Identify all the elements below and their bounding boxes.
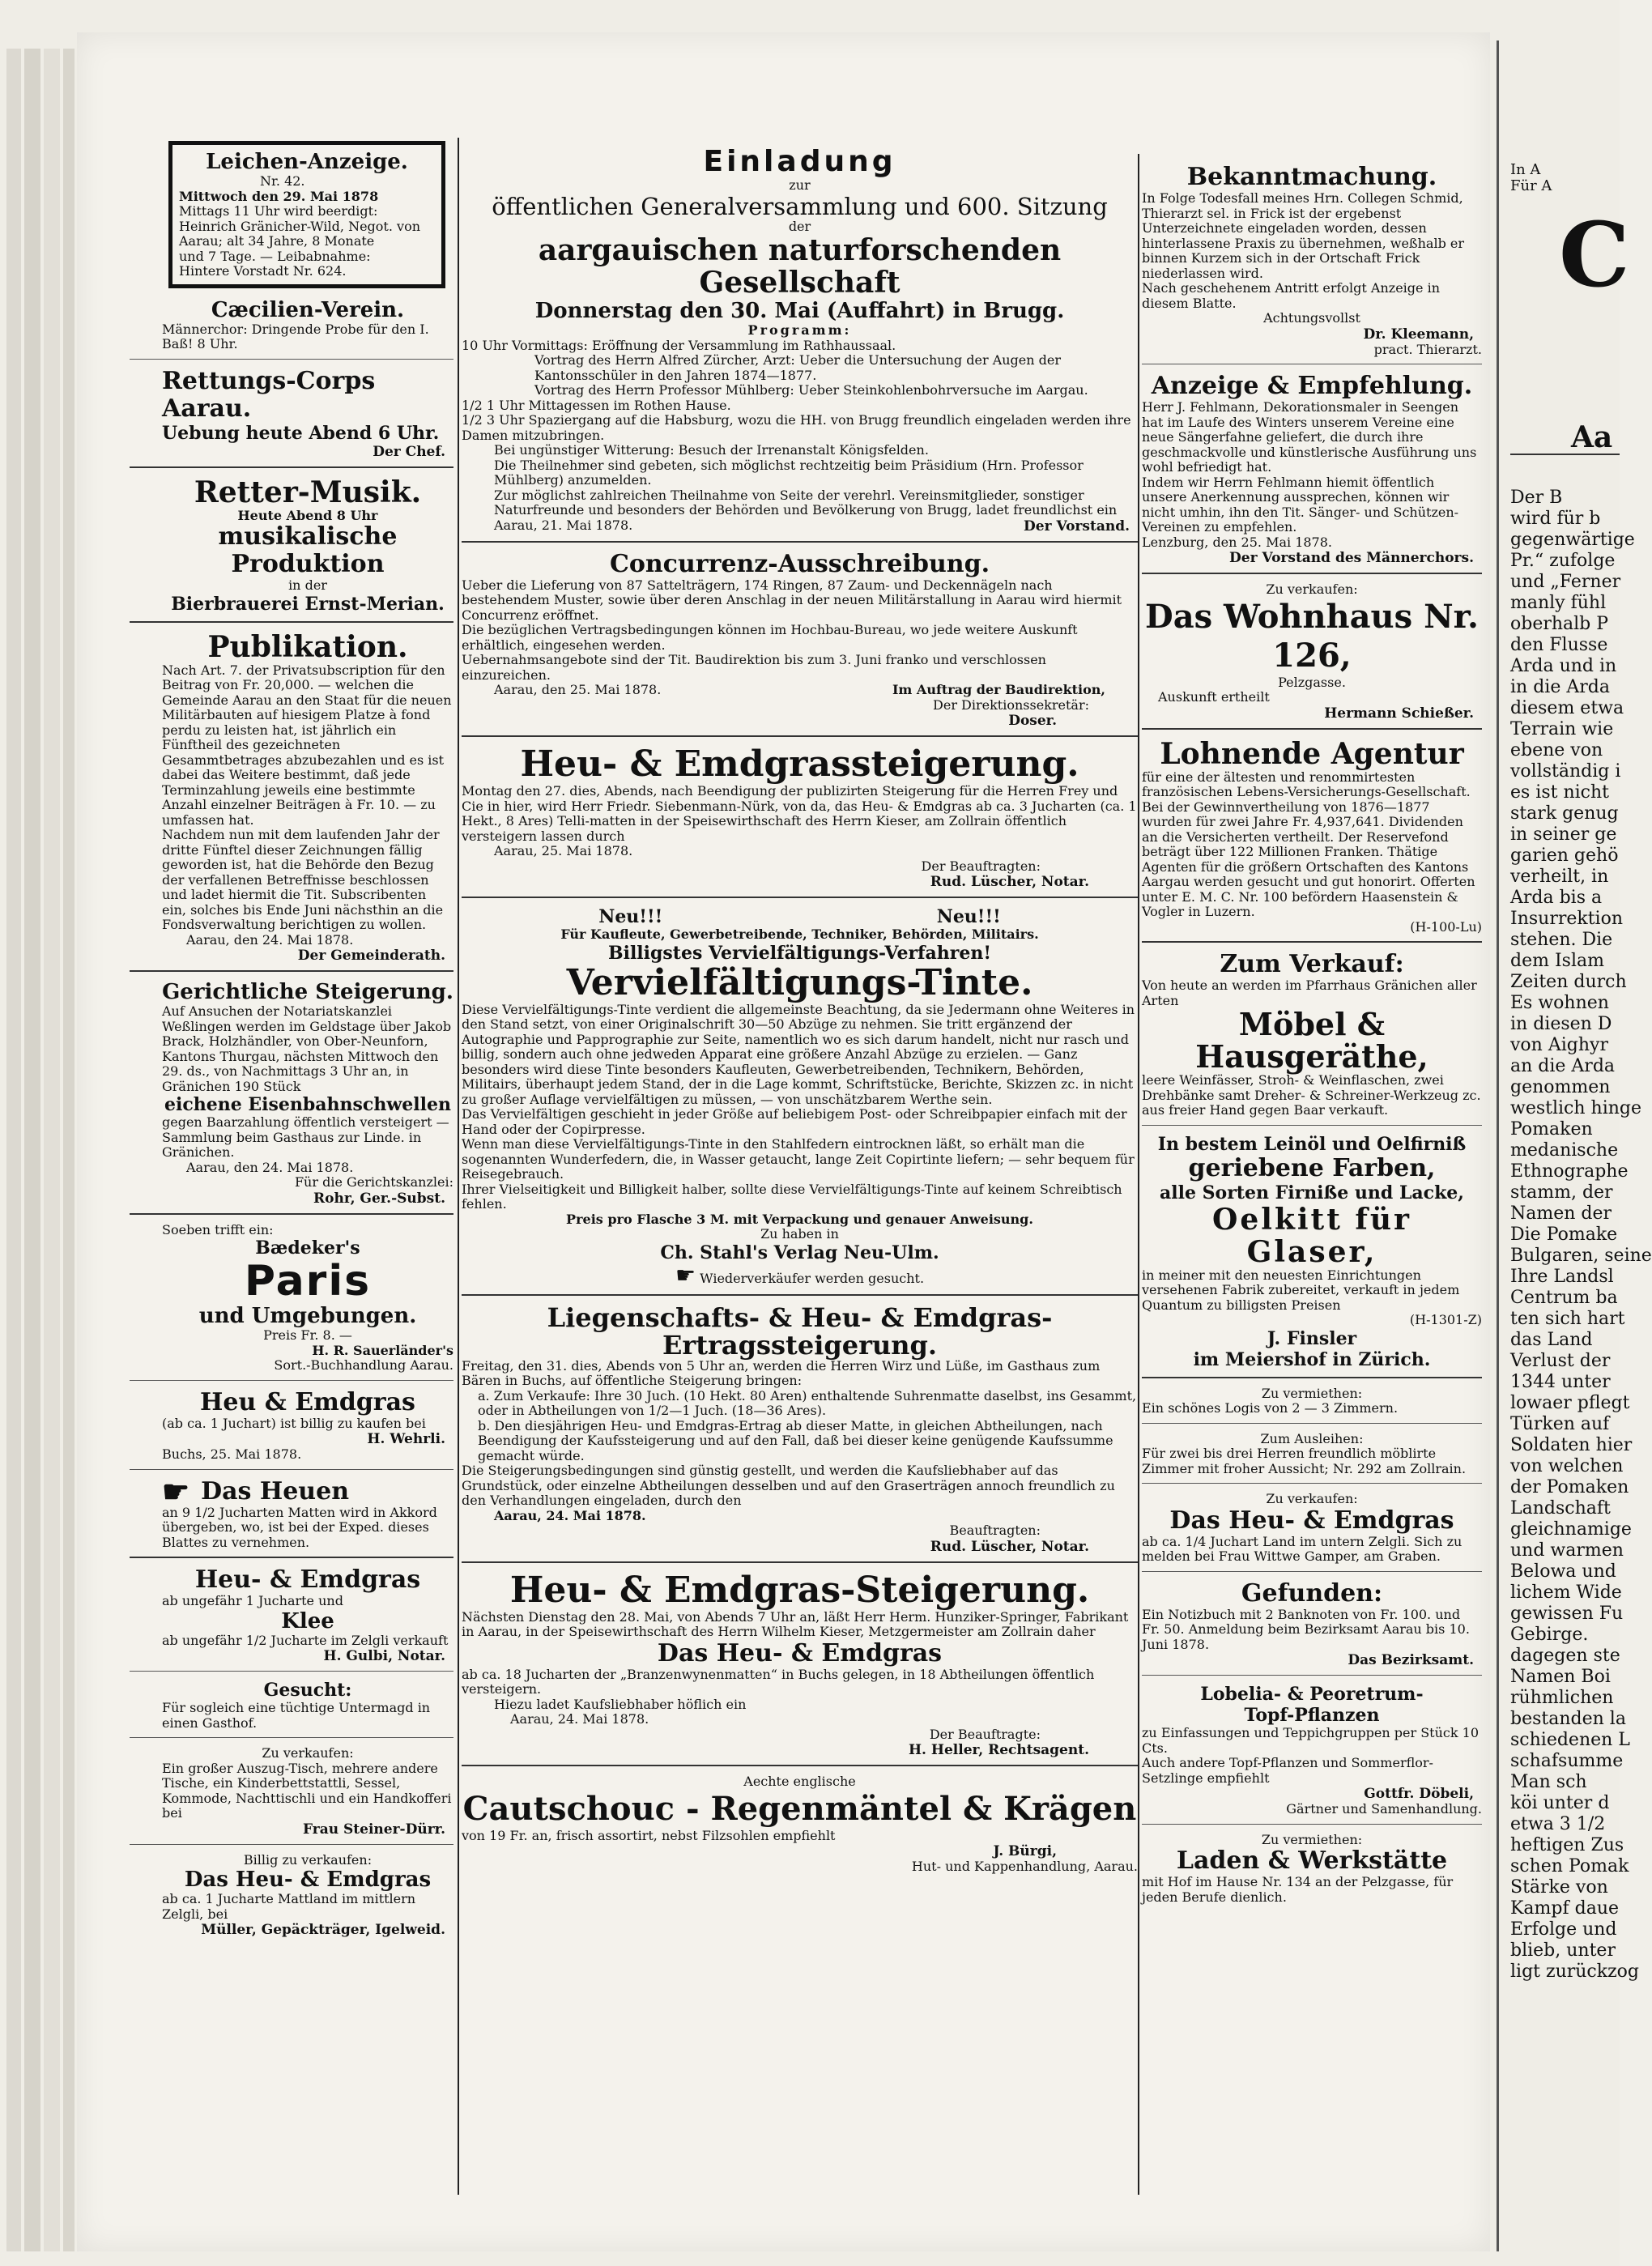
next-page-line: stehen. Die [1510,930,1613,950]
cautschouc-sig: Hut- und Kappenhandlung, Aarau. [911,1859,1138,1874]
heu1-ad [130,1386,453,1470]
bekannt-ad [1142,113,1482,364]
pointing-hand-icon: ☛ [675,1261,696,1288]
gericht-ad [130,977,453,1215]
heuemd2-body: ab ca. 18 Jucharten der „Branzenwynenmatten“ in Buchs gelegen, in 18 Abtheilungen öffentlich versteigern. [462,1666,1095,1697]
liegenschaft-ad [462,1301,1138,1563]
next-page-line: Arda und in [1510,656,1617,676]
publikation-sig: Der Gemeinderath. [297,948,445,964]
retter-title: Retter-Musik. [194,475,422,509]
einladung-footer [462,518,1138,535]
liegenschaft-item: b. Den diesjährigen Heu- und Emdgras-Ertrag ab dieser Matte, in gleichen Abtheilungen, nach Beendigung der Kaufssteigerung und auf den Fall, daß bei dieser keine genügende Kaufssumme gemacht würde. [478,1417,1113,1463]
ausleihen-body: Für zwei bis drei Herren freundlich möblirte Zimmer mit froher Aussicht; Nr. 292 am Zollrain. [1142,1446,1467,1476]
lobelia-line: Topf-Pflanzen [1244,1705,1380,1726]
next-page-line: an die Arda [1510,1056,1616,1076]
next-page-line: Die Pomake [1510,1225,1618,1245]
leichen-line: Aarau; alt 34 Jahre, 8 Monate [179,233,375,249]
verkauf-ad [1142,948,1482,1126]
next-page-line: stark genug [1510,803,1619,824]
heuen-ad [130,1472,453,1559]
laden-body: mit Hof im Hause Nr. 134 an der Pelzgasse, für jeden Berufe dienlich. [1142,1874,1454,1905]
next-page-line: Zeiten durch [1510,972,1627,992]
next-page-line: ebene von [1510,740,1603,760]
einladung-prog-item: 10 Uhr Vormittags: Eröffnung der Versammlung im Rathhaussaal. [462,337,896,353]
gericht-title: Gerichtliche Steigerung. [162,980,453,1004]
billig-sig: Müller, Gepäckträger, Igelweid. [201,1922,445,1938]
page-edge-strip [44,49,60,2251]
next-page-line: genommen [1510,1077,1611,1097]
heu2-klee: Klee [281,1608,334,1633]
next-page-line: gleichnamige [1510,1519,1632,1540]
liegenschaft-item: a. Zum Verkaufe: Ihre 30 Juch. (10 Hekt. 80 Aren) enthaltende Suhrenmatte daselbst, ins Gesammt, oder in Abtheilungen von 1/2—1 Juch. (18—36 Ares). [478,1387,1137,1418]
bekannt-title: Bekanntmachung. [1186,163,1437,191]
retter-ad [130,473,453,623]
column-next-page [1510,161,1652,1983]
next-page-line: Ihre Landsl [1510,1267,1614,1287]
gericht-date: Aarau, den 24. Mai 1878. [186,1159,354,1175]
next-page-line: der Pomaken [1510,1477,1629,1497]
next-page-line: blieb, unter [1510,1940,1616,1961]
cautschouc-title: Cautschouc - Regenmäntel & Krägen [462,1789,1137,1828]
billig-ad [130,1850,453,1945]
tinte-zu: Zu haben in [760,1226,839,1242]
heuemd2-title: Heu- & Emdgras-Steigerung. [509,1569,1090,1611]
concurrenz-sig: Doser. [1008,713,1057,729]
publikation-date: Aarau, den 24. Mai 1878. [186,931,354,948]
next-page-line: vollständig i [1510,761,1621,782]
next-page-line: Verlust der [1510,1351,1611,1371]
heuemd2-sig: Der Beauftragte: [929,1726,1041,1742]
next-page-line: Erfolge und [1510,1919,1617,1940]
next-page-line: In A [1510,161,1541,178]
wohnhaus-sig: Hermann Schießer. [1324,705,1474,722]
next-page-line: manly fühl [1510,593,1607,613]
lobelia-sig: Gottfr. Döbeli, [1364,1786,1474,1802]
liegenschaft-body: Freitag, den 31. dies, Abends von 5 Uhr an, werden die Herren Wirz und Lüße, im Gasthaus zum Bären in Buchs, auf öffentliche Steigerung bringen: [462,1357,1101,1388]
heuen-heading [162,1472,453,1510]
einladung-prog-item: Vortrag des Herrn Professor Mühlberg: Ueber Steinkohlenbohrversuche im Aargau. [534,382,1088,398]
heu2-ad [130,1563,453,1672]
bekannt-sig: Dr. Kleemann, [1363,326,1474,343]
paris-line: H. R. Sauerländer's [312,1342,453,1358]
next-page-line: bestanden la [1510,1709,1626,1729]
einladung-prog-item: Bei ungünstiger Witterung: Besuch der Irrenanstalt Königsfelden. [494,442,929,458]
caecilien-body: Männerchor: Dringende Probe für den I. Baß! 8 Uhr. [162,321,429,351]
next-page-line: westlich hinge [1510,1098,1642,1118]
next-page-line: Kampf daue [1510,1898,1620,1919]
bekannt-body: In Folge Todesfall meines Hrn. Collegen Schmid, Thierarzt sel. in Frick ist der ergebenst Unterzeichnete eingeladen worden, dessen hinterlassene Praxis zu übernehmen, weßhalb er binnen Kurzem sich in der Ortschaft Frick niederlassen wird. [1142,190,1465,281]
next-page-line: 1344 unter [1510,1372,1611,1392]
leichen-line: und 7 Tage. — Leibabnahme: [179,248,371,264]
caecilien-title: Cæcilien-Verein. [211,297,405,322]
einladung-prog-item: 1/2 3 Uhr Spaziergang auf die Habsburg, wozu die HH. von Brugg freundlich eingeladen werden ihre Damen mitzubringen. [462,412,1131,443]
heuemd2-body: Hiezu ladet Kaufsliebhaber höflich ein [494,1696,747,1712]
bekannt-sig: pract. Thierarzt. [1373,341,1482,357]
vermiethen-body: Ein schönes Logis von 2 — 3 Zimmern. [1142,1400,1399,1416]
einladung-sig: Der Vorstand. [1024,518,1130,535]
gesucht-ad [130,1676,453,1738]
gesucht-title: Gesucht: [263,1680,352,1701]
anzeige-body: Indem wir Herrn Fehlmann hiemit öffentlich unsere Anerkennung aussprechen, können wir nicht umhin, ihn den Tit. Sänger- und Schützen-Vereinen zu empfehlen. [1142,474,1459,535]
heu2-line: ab ungefähr 1 Jucharte und [162,1593,343,1608]
heuemd1-body: Montag den 27. dies, Abends, nach Beendigung der publizirten Steigerung für die Herren Frey und Cie in hier, wird Herr Friedr. Siebenmann-Nürk, von da, das Heu- & Emdgras ab ca. 3 Jucharten (ca. 1 Hekt., 8 Ares) Telli-matten in der Speisewirthschaft des Herrn Kieser, am Zollrain öffentlich versteigern lassen durch [462,783,1137,844]
next-page-headline: C [1559,202,1630,307]
tinte-line: Für Kaufleute, Gewerbetreibende, Techniker, Behörden, Militairs. [560,926,1039,942]
next-page-line: schen Pomak [1510,1856,1629,1876]
heu1-title: Heu & Emdgras [200,1387,415,1416]
laden-line: Zu vermiethen: [1261,1831,1363,1847]
publikation-body: Nach Art. 7. der Privatsubscription für den Beitrag von Fr. 20,000. — welchen die Gemeinde Aarau an den Staat für die neuen Militärbauten auf hiesigem Platze à fond perdu zu leisten hat, ist jährlich ein Fünftheil des gezeichneten Gesammtbetrages abzubezahlen und es ist dabei das Weitere bestimmt, daß jede Terminzahlung jeweils eine bestimmte Anzahl einzelner Beiträgen à Fr. 10. — zu umfassen hat. [162,662,452,828]
leichen-anzeige [168,141,445,288]
next-page-line: schafsumme [1510,1751,1624,1771]
next-page-line: ligt zurückzog [1510,1961,1640,1982]
next-page-line: lowaer pflegt [1510,1393,1630,1413]
heuemd2-big: Das Heu- & Emdgras [657,1638,943,1668]
heuemd2-sig: H. Heller, Rechtsagent. [909,1742,1089,1758]
cautschouc-body: von 19 Fr. an, frisch assortirt, nebst Filzsohlen empfiehlt [462,1827,836,1843]
gefunden-title: Gefunden: [1241,1578,1383,1608]
heuemd1-date: Aarau, 25. Mai 1878. [494,843,633,858]
heu3-body: ab ca. 1/4 Juchart Land im untern Zelgli. Sich zu melden bei Frau Wittwe Gamper, am Graben. [1142,1533,1463,1564]
farben-ad [1142,1131,1482,1378]
next-page-line: köi unter d [1510,1793,1610,1813]
tinte-body: Das Vervielfältigen geschieht in jeder Größe auf beliebigem Post- oder Schreibpapier einfach mit der Hand oder der Copirpresse. [462,1106,1127,1137]
next-page-line: Der B [1510,488,1563,508]
gefunden-body: Ein Notizbuch mit 2 Banknoten von Fr. 100. und Fr. 50. Anmeldung beim Bezirksamt Aarau bis 10. Juni 1878. [1142,1606,1470,1652]
heuemd2-body: Nächsten Dienstag den 28. Mai, von Abends 7 Uhr an, läßt Herr Herm. Hunziker-Springer, Fabrikant in Aarau, in der Speisewirthschaft des Herrn Wilhelm Kieser, Metzgermeister am Zollrain daher [462,1608,1129,1639]
farben-line: Oelkitt für Glaser, [1212,1202,1411,1269]
lobelia-body: zu Einfassungen und Teppichgruppen per Stück 10 Cts. [1142,1725,1479,1756]
farben-line: alle Sorten Firniße und Lacke, [1160,1182,1464,1203]
ausleihen-title: Zum Ausleihen: [1260,1430,1364,1446]
gefunden-ad [1142,1577,1482,1676]
rettungs-ad [130,364,453,468]
bekannt-body: Nach geschehenem Antritt erfolgt Anzeige in diesem Blatte. [1142,280,1440,311]
tinte-body: Wenn man diese Vervielfältigungs-Tinte in den Stahlfedern eintrocknen läßt, so erhält man die sogenannten Wunderfedern, die, in Wasser getaucht, lange Zeit Copirtinte liefern; — sehr bequem für Reisegebrauch. [462,1136,1135,1182]
tinte-wieder-row [462,1263,1138,1288]
billig-title: Billig zu verkaufen: [243,1851,373,1868]
next-page-line: verheilt, in [1510,867,1609,887]
anzeige-ad [1142,369,1482,574]
next-page-line: Stärke von [1510,1877,1608,1898]
next-page-line: Terrain wie [1510,719,1614,739]
next-page-line: in die Arda [1510,677,1610,697]
gesucht-body: Für sogleich eine tüchtige Untermagd in einen Gasthof. [162,1700,431,1731]
heuen-body: an 9 1/2 Jucharten Matten wird in Akkord übergeben, wo, ist bei der Exped. dieses Blattes zu vernehmen. [162,1504,437,1550]
next-page-line: Für A [1510,177,1552,194]
retter-line: Bierbrauerei Ernst-Merian. [171,593,445,615]
liegenschaft-title: Liegenschafts- & Heu- & Emdgras-Ertragssteigerung. [547,1301,1053,1361]
next-page-line: dagegen ste [1510,1646,1620,1666]
einladung-prog-item: Die Theilnehmer sind gebeten, sich möglichst rechtzeitig beim Präsidium (Hrn. Professor Mühlberg) anzumelden. [494,457,1084,488]
liegenschaft-item: Die Steigerungsbedingungen sind günstig gestellt, und werden die Kaufsliebhaber auf das Grundstück, oder einzelne Abtheilungen desselben und auf den Graserträgen annoch freundlich zu den Verhandlungen eingeladen, durch den [462,1463,1115,1508]
lobelia-sig: Gärtner und Samenhandlung. [1286,1801,1482,1817]
einladung-title: Einladung [703,145,896,178]
next-page-line: diesem etwa [1510,698,1624,718]
next-page-line: ten sich hart [1510,1309,1625,1329]
paris-line: und Umgebungen. [198,1304,417,1328]
gericht-body: gegen Baarzahlung öffentlich versteigert — Sammlung beim Gasthaus zur Linde. in Gränichen. [162,1114,449,1160]
bekannt-sig: Achtungsvollst [1263,310,1360,326]
next-page-line: gewissen Fu [1510,1604,1624,1624]
einladung-der: der [788,218,811,234]
tinte-neu: Neu!!! [936,906,1001,927]
next-page-line: Centrum ba [1510,1288,1618,1308]
liegenschaft-sig: Rud. Lüscher, Notar. [930,1538,1089,1555]
next-page-line: Arda bis a [1510,888,1603,908]
heuemd2-ad [462,1568,1138,1767]
farben-line: geriebene Farben, [1188,1153,1436,1182]
heu1-body: (ab ca. 1 Juchart) ist billig zu kaufen bei [162,1415,426,1431]
agentur-title: Lohnende Agentur [1160,736,1464,771]
verkauf-body: Von heute an werden im Pfarrhaus Gränichen aller Arten [1142,978,1477,1008]
anzeige-date: Lenzburg, den 25. Mai 1878. [1142,534,1332,550]
anzeige-body: Herr J. Fehlmann, Dekorationsmaler in Seengen hat im Laufe des Winters unserem Vereine eine neue Sängerfahne geliefert, die durch ihre geschmackvolle und künstlerische Ausführung uns wohl befriedigt hat. [1142,399,1477,475]
page-edge-strip [24,49,40,2251]
page-edge-strip [6,49,21,2251]
ausleihen-ad [1142,1429,1482,1484]
next-page-line: Bulgaren, seine [1510,1246,1652,1266]
wohnhaus-line: Auskunft ertheilt [1158,689,1270,705]
next-page-line: und „Ferner [1510,572,1621,592]
next-page-line: schiedenen L [1510,1730,1630,1750]
next-page-line: Namen Boi [1510,1667,1611,1687]
paris-line: Soeben trifft ein: [162,1221,274,1237]
leichen-line: Hintere Vorstadt Nr. 624. [179,263,347,279]
leichen-title: Leichen-Anzeige. [206,150,408,174]
einladung-prog-item: Vortrag des Herrn Alfred Zürcher, Arzt: Ueber die Untersuchung der Augen der Kantonsschüler in den Jahren 1874—1877. [534,352,1062,383]
retter-line: musikalische Produktion [218,522,398,578]
heuemd1-title: Heu- & Emdgrassteigerung. [520,743,1079,785]
tinte-line: Billigstes Vervielfältigungs-Verfahren! [608,942,991,964]
page-edge-strip [63,49,75,2251]
liegenschaft-date: Aarau, 24. Mai 1878. [494,1507,646,1523]
column-rule [1138,154,1139,2195]
anzeige-title: Anzeige & Empfehlung. [1151,372,1473,400]
next-page-line: Ethnographe [1510,1161,1629,1182]
next-page-line: Pr.“ zufolge [1510,551,1616,571]
next-page-line: garien gehö [1510,845,1619,866]
next-page-line: rühmlichen [1510,1688,1614,1708]
tinte-title: Vervielfältigungs-Tinte. [566,961,1033,1003]
next-page-line: von Aighyr [1510,1035,1608,1055]
next-page-line: von welchen [1510,1456,1624,1476]
leichen-nr: Nr. 42. [260,173,305,189]
rettungs-sub: Uebung heute Abend 6 Uhr. [162,422,440,444]
next-page-line: in diesen D [1510,1014,1612,1034]
heu3-line: Zu verkaufen: [1266,1491,1358,1506]
concurrenz-body: Uebernahmsangebote sind der Tit. Baudirektion bis zum 3. Juni franko und verschlossen einzureichen. [462,652,1046,683]
farben-code: (H-1301-Z) [1409,1312,1482,1327]
verkaufen-title: Zu verkaufen: [262,1745,354,1761]
vermiethen-ad [1142,1383,1482,1424]
farben-sig: J. Finsler [1267,1327,1357,1349]
lobelia-ad [1142,1680,1482,1825]
gericht-sig: Rohr, Ger.-Subst. [313,1190,445,1207]
next-page-line: medanische [1510,1140,1619,1161]
einladung-date: Aarau, 21. Mai 1878. [494,517,633,533]
next-page-line: Türken auf [1510,1414,1610,1434]
leichen-line: Mittags 11 Uhr wird beerdigt: [179,203,378,219]
wohnhaus-line: Zu verkaufen: [1266,581,1358,597]
rettungs-sig: Der Chef. [373,443,445,460]
column-left [130,113,453,1949]
next-page-line: stamm, der [1510,1182,1613,1203]
farben-body: in meiner mit den neuesten Einrichtungen versehenen Fabrik zubereitet, verkauft in jedem Quantum zu billigsten Preisen [1142,1267,1460,1313]
concurrenz-body: Ueber die Lieferung von 87 Sattelträgern, 174 Ringen, 87 Zaum- und Deckennägeln nach bestehendem Muster, sowie über deren Anschlag in der neuen Militärstallung in Aarau wird hiermit Concurrenz eröffnet. [462,577,1122,623]
tinte-body: Diese Vervielfältigungs-Tinte verdient die allgemeinste Beachtung, da sie Jedermann ohne Weiteres in den Stand setzt, von einer Originalschrift 30—50 Abzüge zu nehmen. Sie tritt ergänzend der Autographie und Papprographie zur Seite, namentlich wo es sich darum handelt, nicht nur rasch und billig, sondern auch ohne jedweden Apparat eine größere Anzahl Abzüge zu erzielen. — Ganz besonders wird diese Tinte besonders Kaufleuten, Gewerbetreibenden, Technikern, Behörden, Militairs, überhaupt jedem Stand, der in die Lage kommt, Schriftstücke, Berichte, Skizzen zc. in nicht zu großer Auflage vervielfältigen zu müssen, — von unschätzbarem Werthe sein. [462,1001,1135,1107]
concurrenz-body: Die bezüglichen Vertragsbedingungen können im Hochbau-Bureau, wo jede weitere Auskunft erhältlich, eingesehen werden. [462,622,1078,653]
heu1-date: Buchs, 25. Mai 1878. [162,1446,302,1462]
page-gutter [1497,40,1499,2251]
publikation-ad [130,628,453,973]
einladung-zur: zur [789,177,811,193]
heu1-sig: H. Wehrli. [367,1431,445,1447]
next-page-line: Landschaft [1510,1498,1611,1518]
next-page-line: gegenwärtige [1510,530,1635,550]
cautschouc-line: Aechte englische [743,1774,856,1789]
gericht-sig: Für die Gerichtskanzlei: [294,1174,453,1190]
publikation-title: Publikation. [207,629,408,664]
einladung-prog-item: 1/2 1 Uhr Mittagessen im Rothen Hause. [462,397,731,413]
verkaufen-body: Ein großer Auszug-Tisch, mehrere andere Tische, ein Kinderbettstattli, Sessel, Kommode, Nachttischli und ein Handkofferi bei [162,1760,452,1821]
gericht-body: Auf Ansuchen der Notariatskanzlei Weßlingen werden im Geldstage über Jakob Brack, Holzhändler, von Ober-Neunforn, Kantons Thurgau, nächsten Mittwoch den 29. ds., von Nachmittags 3 Uhr an, in Gränichen 190 Stück [162,1003,452,1094]
anzeige-sig: Der Vorstand des Männerchors. [1229,550,1474,566]
retter-line: in der [288,577,327,593]
concurrenz-sig: Der Direktionssekretär: [933,696,1089,713]
einladung-prog: Programm: [747,322,852,338]
tinte-neu-row [462,906,1138,927]
heuemd1-sig: Der Beauftragten: [921,858,1041,874]
concurrenz-ad [462,547,1138,738]
paris-ad [130,1220,453,1381]
lobelia-body: Auch andere Topf-Pflanzen und Sommerflor-Setzlinge empfiehlt [1142,1755,1433,1786]
concurrenz-footer [462,683,1138,698]
paris-line: Preis Fr. 8. — [263,1327,352,1343]
vermiethen-title: Zu vermiethen: [1261,1385,1363,1401]
concurrenz-date: Aarau, den 25. Mai 1878. [494,682,662,697]
next-page-line: und warmen [1510,1540,1624,1561]
next-page-line: das Land [1510,1330,1593,1350]
heu2-line: ab ungefähr 1/2 Jucharte im Zelgli verkauft [162,1632,449,1648]
next-page-line: Namen der [1510,1203,1612,1224]
paris-line: Bædeker's [255,1237,360,1259]
next-page-line: Insurrektion [1510,909,1623,929]
wohnhaus-title: Das Wohnhaus Nr. 126, [1145,597,1479,675]
agentur-code: (H-100-Lu) [1410,918,1482,935]
gefunden-sig: Das Bezirksamt. [1348,1652,1474,1668]
farben-line: In bestem Leinöl und Oelfirniß [1157,1133,1467,1155]
verkauf-title: Zum Verkauf: [1220,950,1404,978]
agentur-body: für eine der ältesten und renommirtesten französischen Lebens-Versicherungs-Gesellschaft. Bei der Gewinnvertheilung von 1876—1877 wurden für zwei Jahre Fr. 4,937,641. Dividenden an die Versicherten vertheilt. Der Reservefond beträgt über 122 Millionen Franken. Thätige Agenten für die größern Ortschaften des Kantons Aargau werden gesucht und gut honorirt. Offerten unter E. M. C. Nr. 100 befördern Haasenstein & Vogler in Luzern. [1142,769,1475,919]
tinte-sig: Ch. Stahl's Verlag Neu-Ulm. [660,1242,939,1263]
heu2-sig: H. Gulbi, Notar. [323,1648,445,1664]
heuemd1-ad [462,742,1138,898]
next-page-line: dem Islam [1510,951,1604,971]
cautschouc-ad [462,1771,1138,1881]
paris-title: Paris [244,1257,372,1306]
verkauf-big: Möbel & Hausgeräthe, [1195,1006,1428,1075]
next-page-line: Es wohnen [1510,993,1609,1013]
laden-title: Laden & Werkstätte [1176,1846,1448,1875]
concurrenz-title: Concurrenz-Ausschreibung. [609,549,990,578]
einladung-line: aargauischen naturforschenden Gesellschaft [538,233,1062,300]
pointing-hand-icon: ☛ [162,1472,190,1510]
next-page-line: den Flusse [1510,635,1608,655]
next-page-line: Belowa und [1510,1561,1616,1582]
gericht-big: eichene Eisenbahnschwellen [164,1094,451,1115]
next-page-line: Soldaten hier [1510,1435,1633,1455]
einladung-line: Donnerstag den 30. Mai (Auffahrt) in Brugg. [534,299,1065,323]
einladung-line: öffentlichen Generalversammlung und 600. Sitzung [492,192,1108,220]
leichen-line: Heinrich Gränicher-Wild, Negot. von [179,218,420,234]
next-page-line: heftigen Zus [1510,1835,1624,1855]
liegenschaft-sig: Beauftragten: [949,1523,1041,1538]
einladung-prog-item: Zur möglichst zahlreichen Theilnahme von Seite der verehrl. Vereinsmitglieder, sonstiger Naturfreunde und besonders der Behörden und Bevölkerung von Brugg, ladet freundlichst ein [494,487,1118,518]
agentur-ad [1142,735,1482,943]
verkaufen-sig: Frau Steiner-Dürr. [303,1821,445,1838]
column-middle [462,113,1138,1886]
tinte-wieder: Wiederverkäufer werden gesucht. [700,1270,925,1286]
tinte-body: Ihrer Vielseitigkeit und Billigkeit halber, sollte diese Vervielfältigungs-Tinte auf keinem Schreibtisch fehlen. [462,1181,1122,1212]
einladung-ad [462,113,1138,543]
column-right [1142,113,1482,1916]
billig-big: Das Heu- & Emdgras [184,1868,432,1892]
heuemd2-date: Aarau, 24. Mai 1878. [510,1711,649,1727]
next-page-line: Man sch [1510,1772,1587,1792]
rettungs-title: Rettungs-Corps Aarau. [162,366,376,423]
tinte-price: Preis pro Flasche 3 M. mit Verpackung und genauer Anweisung. [566,1211,1033,1227]
heu3-ad [1142,1489,1482,1572]
paris-line: Sort.-Buchhandlung Aarau. [274,1357,453,1373]
heuen-title: Das Heuen [201,1476,350,1506]
next-page-line: etwa 3 1/2 [1510,1814,1606,1834]
wohnhaus-line: Pelzgasse. [1278,674,1346,690]
concurrenz-sig: Im Auftrag der Baudirektion, [892,682,1105,697]
next-page-line: oberhalb P [1510,614,1609,634]
billig-body: ab ca. 1 Jucharte Mattland im mittlern Zelgli, bei [162,1891,416,1922]
lobelia-line: Lobelia- & Peoretrum- [1200,1684,1424,1705]
leichen-line: Mittwoch den 29. Mai 1878 [179,188,379,204]
tinte-ad [462,903,1138,1296]
retter-line: Heute Abend 8 Uhr [237,507,378,523]
heu3-title: Das Heu- & Emdgras [1169,1506,1454,1535]
verkauf-body: leere Weinfässer, Stroh- & Weinflaschen, zwei Drehbänke samt Dreher- & Schreiner-Werkzeug zc. aus freier Hand gegen Baar verkauft. [1142,1072,1481,1118]
next-page-line: es ist nicht [1510,782,1609,803]
next-page-line: lichem Wide [1510,1582,1622,1603]
heuemd1-sig: Rud. Lüscher, Notar. [930,874,1089,890]
column-rule [458,138,459,2195]
tinte-neu: Neu!!! [598,906,663,927]
next-page-article [1510,488,1652,1983]
farben-sig: im Meiershof in Zürich. [1193,1348,1431,1370]
laden-ad [1142,1829,1482,1912]
heu2-title: Heu- & Emdgras [194,1565,421,1594]
verkaufen-ad [130,1743,453,1845]
next-page-line: Pomaken [1510,1119,1593,1139]
publikation-body: Nachdem nun mit dem laufenden Jahr der dritte Fünftel dieser Zeichnungen fällig geworden ist, hat die Behörde den Bezug der verfallenen Betreffnisse beschlossen und ladet hiermit die Tit. Subscribenten ein, solches bis Ende Juni nächsthin an die Fondsverwaltung berichtigen zu wollen. [162,827,444,932]
next-page-title: Aa [1510,421,1620,455]
wohnhaus-ad [1142,579,1482,730]
next-page-line: Gebirge. [1510,1625,1589,1645]
cautschouc-sig: J. Bürgi, [993,1843,1057,1859]
next-page-line: in seiner ge [1510,824,1617,845]
next-page-line: wird für b [1510,509,1601,529]
caecilien-ad [130,295,453,360]
